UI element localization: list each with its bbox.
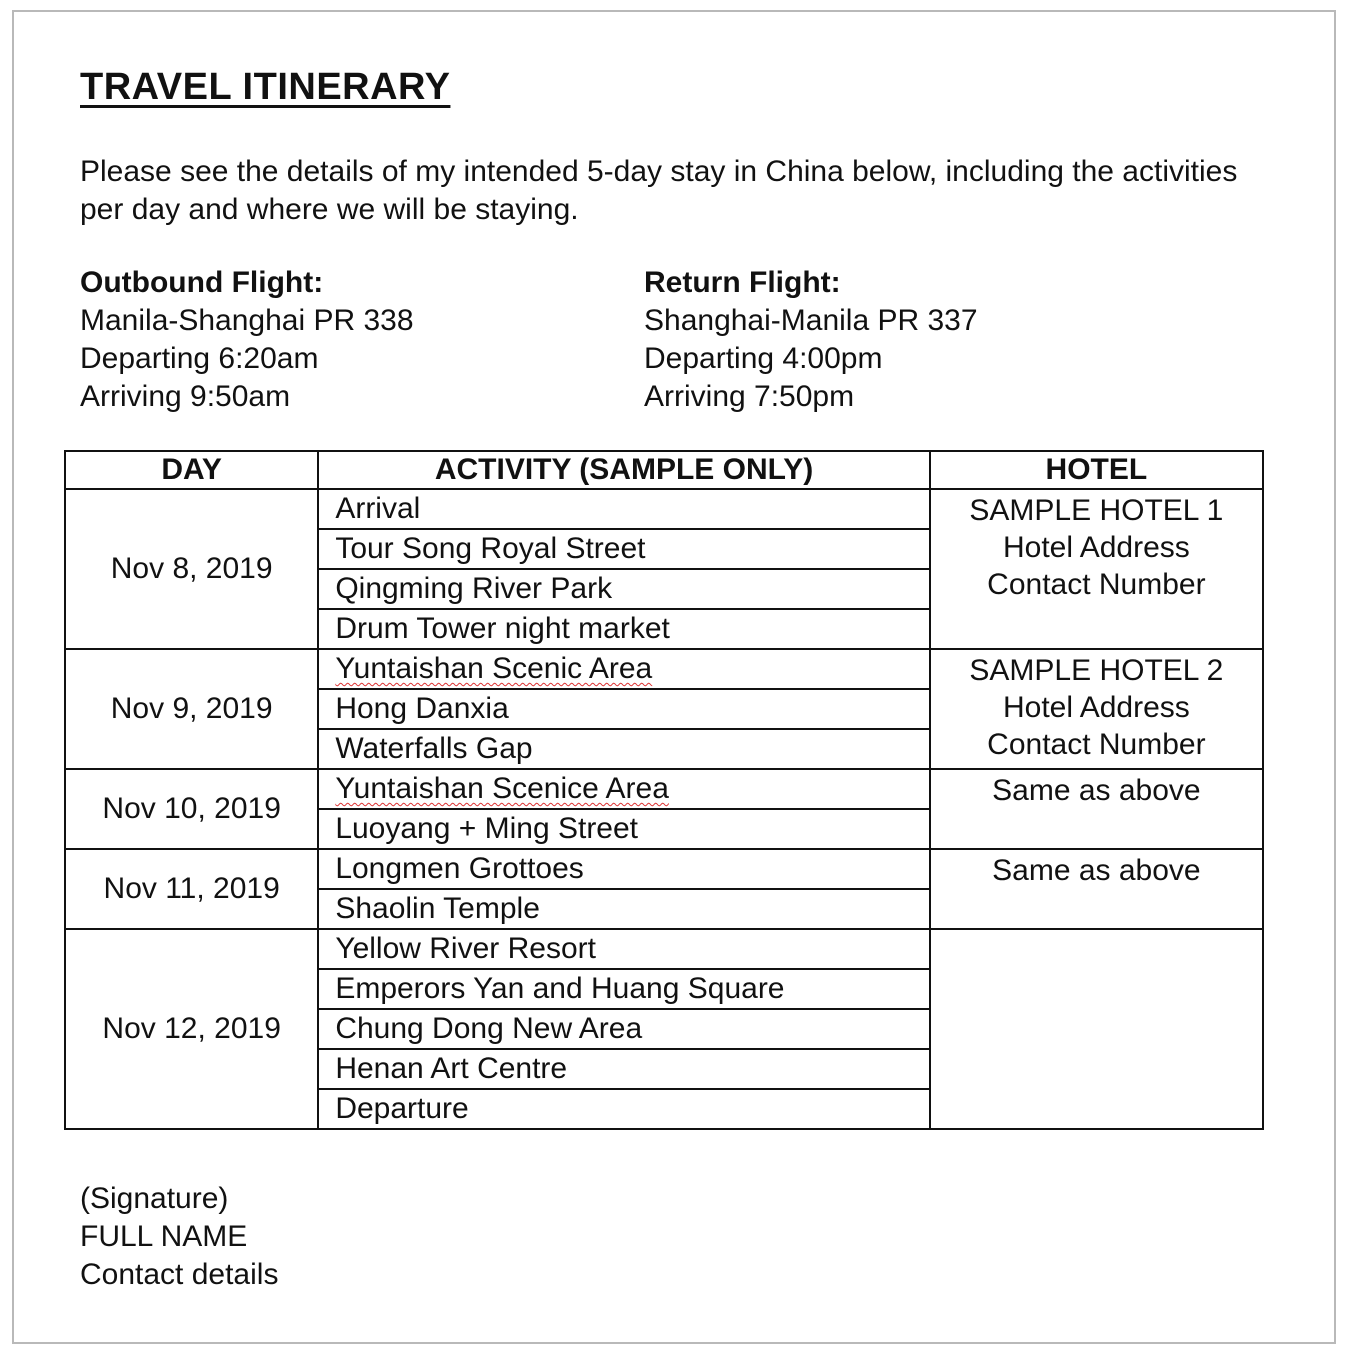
activity-cell [318,769,929,809]
outbound-route: Manila-Shanghai PR 338 [80,304,414,337]
itinerary-table [64,450,1264,1130]
day-date: Nov 11, 2019 [65,849,318,929]
table-row [65,849,1263,889]
activity-cell: Waterfalls Gap [318,729,929,769]
hotel-cell [930,489,1263,649]
return-arriving: Arriving 7:50pm [644,380,855,413]
table-row [65,929,1263,969]
activity-cell: Hong Danxia [318,689,929,729]
day-date: Nov 9, 2019 [65,649,318,769]
activity-cell: Qingming River Park [318,569,929,609]
day-date: Nov 8, 2019 [65,489,318,649]
outbound-arriving: Arriving 9:50am [80,380,291,413]
hotel-name: SAMPLE HOTEL 2 [969,654,1224,687]
activity-cell: Yellow River Resort [318,929,929,969]
activity-cell [318,649,929,689]
full-name: FULL NAME [80,1220,248,1253]
intro-paragraph: Please see the details of my intended 5-day stay in China below, including the activities per day and where we will be staying. [80,155,1238,226]
activity-text: Yuntaishan Scenic Area [335,652,653,685]
hotel-address: Hotel Address [1002,531,1190,564]
hotel-address: Hotel Address [1002,691,1190,724]
table-header-row [65,451,1263,489]
activity-cell: Departure [318,1089,929,1129]
outbound-flight-label: Outbound Flight: [80,266,324,299]
activity-cell: Emperors Yan and Huang Square [318,969,929,1009]
activity-cell: Tour Song Royal Street [318,529,929,569]
document-title: TRAVEL ITINERARY [80,66,451,108]
hotel-note: Same as above [992,774,1201,807]
hotel-cell-empty [930,929,1263,1129]
header-activity: ACTIVITY (SAMPLE ONLY) [318,451,929,489]
return-flight-block [644,264,978,416]
contact-details: Contact details [80,1258,279,1291]
return-flight-label: Return Flight: [644,266,841,299]
outbound-departing: Departing 6:20am [80,342,319,375]
hotel-name: SAMPLE HOTEL 1 [969,494,1224,527]
activity-cell: Henan Art Centre [318,1049,929,1089]
day-date: Nov 12, 2019 [65,929,318,1129]
day-date: Nov 10, 2019 [65,769,318,849]
signature-block [80,1180,278,1294]
return-route: Shanghai-Manila PR 337 [644,304,978,337]
table-row [65,769,1263,809]
activity-text: Yuntaishan Scenice Area [335,772,669,805]
hotel-cell [930,849,1263,929]
header-day: DAY [65,451,318,489]
activity-cell: Arrival [318,489,929,529]
signature-line: (Signature) [80,1182,229,1215]
table-row [65,489,1263,529]
activity-cell: Chung Dong New Area [318,1009,929,1049]
hotel-contact: Contact Number [987,568,1206,601]
activity-cell: Luoyang + Ming Street [318,809,929,849]
outbound-flight-block [80,264,414,416]
activity-cell: Longmen Grottoes [318,849,929,889]
header-hotel: HOTEL [930,451,1263,489]
hotel-contact: Contact Number [987,728,1206,761]
activity-cell: Shaolin Temple [318,889,929,929]
return-departing: Departing 4:00pm [644,342,883,375]
activity-cell: Drum Tower night market [318,609,929,649]
table-row [65,649,1263,689]
hotel-cell [930,649,1263,769]
hotel-note: Same as above [992,854,1201,887]
hotel-cell [930,769,1263,849]
